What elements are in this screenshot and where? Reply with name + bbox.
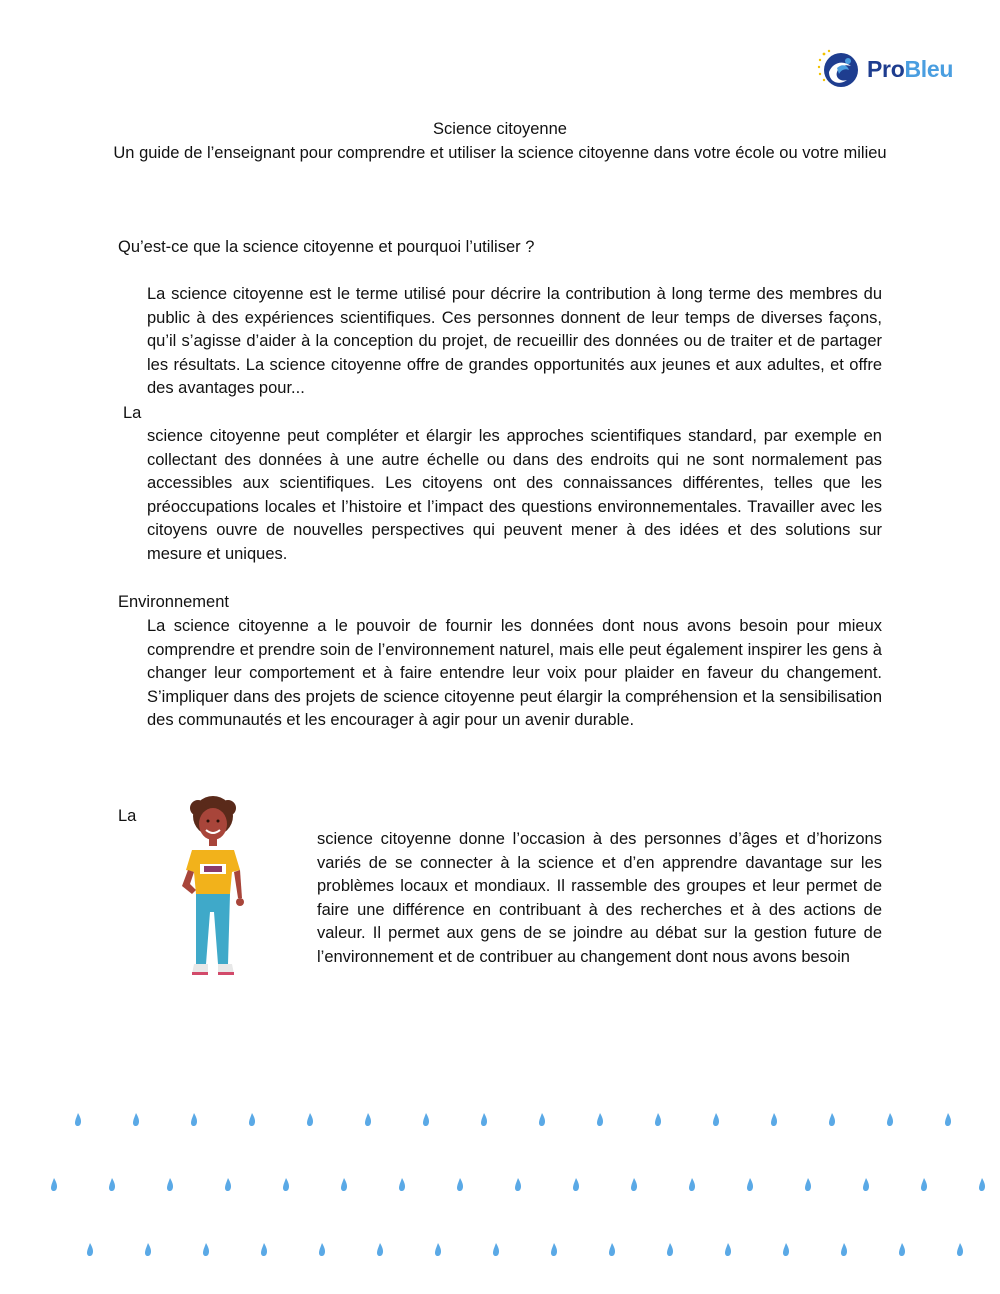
la-label-1: La bbox=[123, 404, 142, 422]
drops-row-1 bbox=[75, 1113, 951, 1126]
logo-text-bleu: Bleu bbox=[904, 55, 954, 82]
logo-text-pro: Pro bbox=[867, 55, 905, 82]
section-question-heading: Qu’est-ce que la science citoyenne et pourquoi l’utiliser ? bbox=[118, 238, 535, 256]
document-subtitle: Un guide de l’enseignant pour comprendre et utiliser la science citoyenne dans votre école ou votre milieu bbox=[113, 144, 887, 162]
environment-paragraph: La science citoyenne a le pouvoir de fournir les données dont nous avons besoin pour mieux comprendre et prendre soin de l’environnement naturel, mais elle peut également inspirer les gens à changer leur comportement et à faire entendre leur voix pour plaider en faveur du changement. S’impliquer dans des projets de science citoyenne peut élargir la compréhension et la sensibilisation des communautés et les encourager à agir pour un avenir durable. bbox=[147, 617, 882, 730]
probleu-logo bbox=[815, 46, 953, 92]
intro-paragraph: La science citoyenne est le terme utilisé pour décrire la contribution à long terme des membres du public à des expériences scientifiques. Ces personnes donnent de leur temps de diverses façons, qu’il s’agisse d’aider à la conception du projet, de recueillir des données ou de traiter et de partager les résultats. La science citoyenne offre de grandes opportunités aux jeunes et aux adultes, et offre des avantages pour... bbox=[147, 285, 882, 398]
society-paragraph: science citoyenne donne l’occasion à des personnes d’âges et d’horizons variés de se connecter à la science et d’en apprendre davantage sur les problèmes locaux et mondiaux. Il rassemble des groupes et leur permet de faire une différence en contribuant à des recherches et à des actions de valeur. Il permet aux gens de se joindre au débat sur la gestion future de l’environnement et de contribuer au changement dont nous avons besoin bbox=[317, 830, 882, 966]
probleu-logo-text bbox=[867, 56, 953, 83]
environment-heading: Environnement bbox=[118, 593, 229, 611]
document-title: Science citoyenne bbox=[433, 120, 567, 138]
child-illustration-icon bbox=[178, 794, 248, 979]
drops-row-2 bbox=[51, 1178, 985, 1191]
drops-row-3 bbox=[87, 1243, 963, 1256]
probleu-logo-icon bbox=[815, 46, 861, 92]
water-drops-pattern bbox=[0, 1100, 1000, 1270]
la-label-2: La bbox=[118, 807, 137, 825]
science-paragraph: science citoyenne peut compléter et élargir les approches scientifiques standard, par exemple en collectant des données à une autre échelle ou dans des endroits qui ne sont normalement pas accessibles aux scientifiques. Les citoyens ont des connaissances différentes, telles que les préoccupations locales et l’histoire et l’impact des questions environnementales. Travailler avec les citoyens ouvre de nouvelles perspectives qui peuvent mener à des idées et des solutions sur mesure et uniques. bbox=[147, 427, 882, 563]
